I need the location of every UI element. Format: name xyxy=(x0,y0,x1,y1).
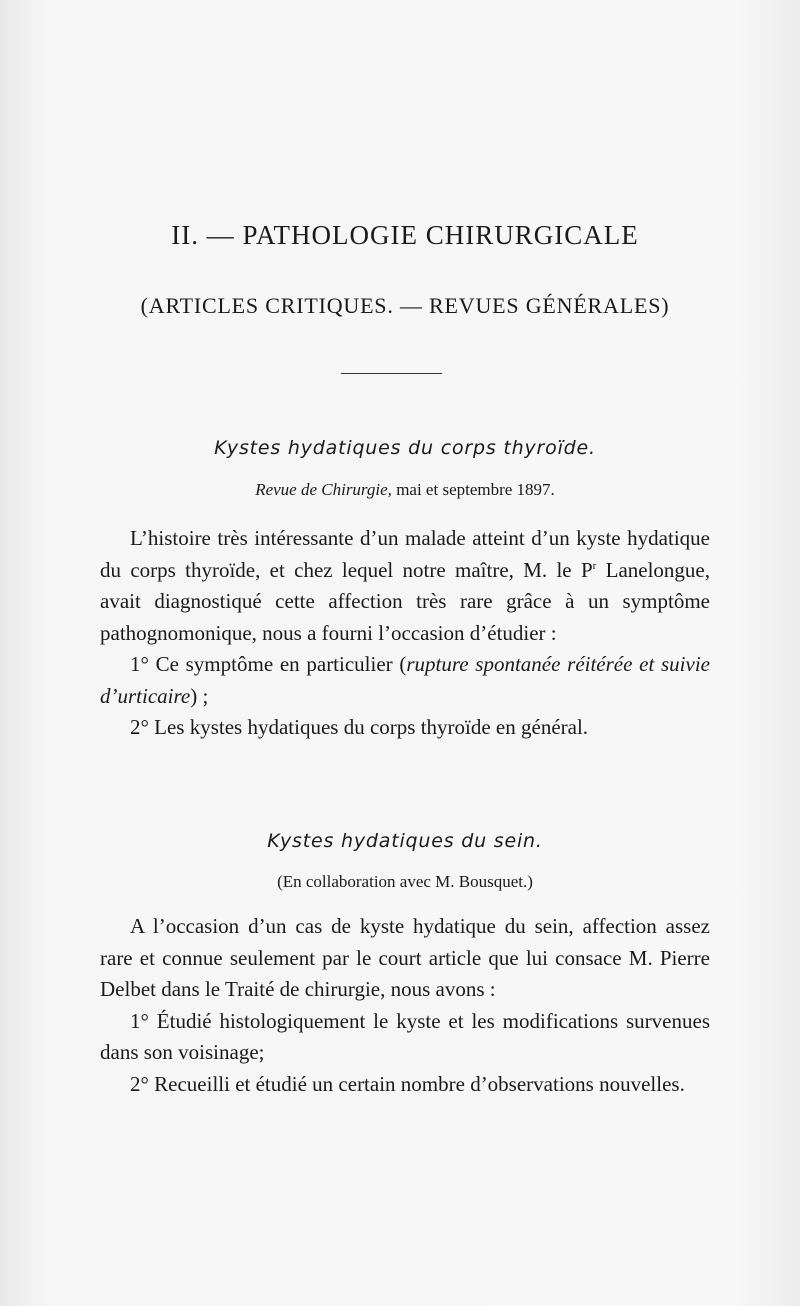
article-2-intro: A l’occasion d’un cas de kyste hydatique du sein, affection assez rare et connue seulement par le court article que lui consace M. Pierre Delbet dans le Traité de chirurgie, nous avons : xyxy=(100,914,710,1001)
section-subtitle: (ARTICLES CRITIQUES. — REVUES GÉNÉRALES) xyxy=(140,293,670,318)
item-1-italic: rupture spontanée réitérée et suivie d’urticaire xyxy=(100,652,710,708)
intro-sup: r xyxy=(592,559,597,572)
article-1-intro xyxy=(100,523,710,649)
article-1-title: Kystes hydatiques du corps thyroïde. xyxy=(214,437,596,459)
article-1-item-2: 2° Les kystes hydatiques du corps thyroïde en général. xyxy=(130,715,589,739)
title-divider xyxy=(341,373,442,374)
intro-text-1: L’histoire très intéressante d’un malade atteint d’un kyste hydatique du corps thyroïde, et chez lequel notre maître, M. le P xyxy=(100,526,710,582)
article-2-title: Kystes hydatiques du sein. xyxy=(267,830,543,852)
source-date: mai et septembre 1897. xyxy=(391,480,555,499)
item-1-suffix: ) ; xyxy=(190,683,209,708)
source-journal: Revue de Chirurgie, xyxy=(255,480,392,499)
item-1-prefix: 1° Ce symptôme en particulier ( xyxy=(130,652,407,676)
article-2-collab: (En collaboration avec M. Bousquet.) xyxy=(277,872,533,891)
section-title: II. — PATHOLOGIE CHIRURGICALE xyxy=(171,220,639,250)
intro-text-2: Lanelongue, avait diagnostiqué cette affection très rare grâce à un symptôme pathognomonique, nous a fourni l’occasion d’étudier : xyxy=(100,557,710,645)
article-1-item-1 xyxy=(100,649,710,712)
article-1-body xyxy=(100,523,710,744)
article-2-item-2: 2° Recueilli et étudié un certain nombre d’observations nouvelles. xyxy=(130,1071,685,1096)
article-2-body xyxy=(100,911,710,1100)
article-1-source xyxy=(100,480,710,500)
article-2-item-1: 1° Étudié histologiquement le kyste et les modifications survenues dans son voisinage; xyxy=(100,1008,710,1064)
